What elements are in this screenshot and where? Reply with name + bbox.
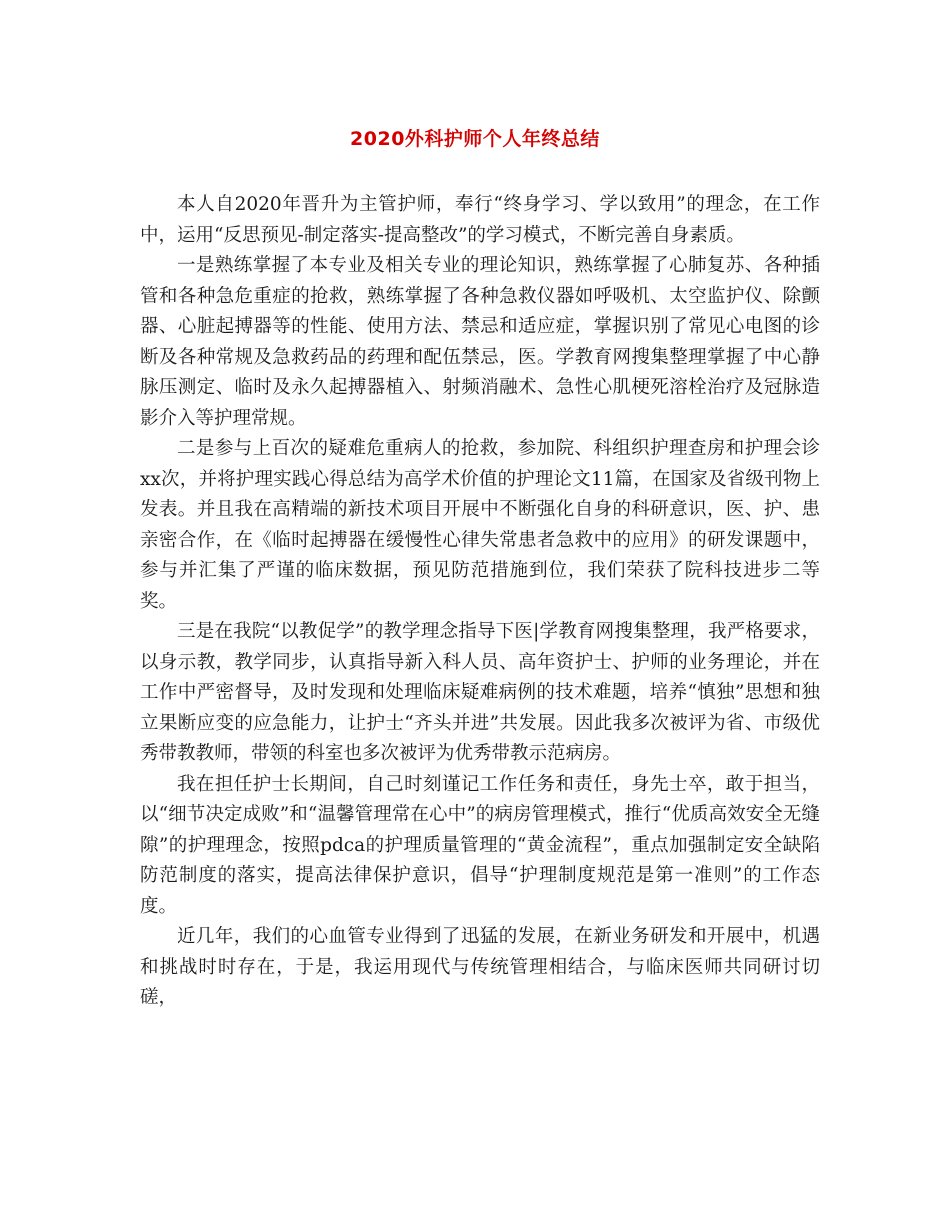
document-body [140, 190, 820, 1014]
paragraph: 我在担任护士长期间，自己时刻谨记工作任务和责任，身先士卒，敢于担当，以“细节决定成败”和“温馨管理常在心中”的病房管理模式，推行“优质高效安全无缝隙”的护理理念，按照pdca的护理质量管理的“黄金流程”，重点加强制定安全缺陷防范制度的落实，提高法律保护意识，倡导“护理制度规范是第一准则”的工作态度。 [140, 773, 820, 917]
document-title: 2020外科护师个人年终总结 [350, 128, 600, 150]
paragraph: 一是熟练掌握了本专业及相关专业的理论知识，熟练掌握了心肺复苏、各种插管和各种急危重症的抢救，熟练掌握了各种急救仪器如呼吸机、太空监护仪、除颤器、心脏起搏器等的性能、使用方法、禁忌和适应症，掌握识别了常见心电图的诊断及各种常规及急救药品的药理和配伍禁忌，医。学教育网搜集整理掌握了中心静脉压测定、临时及永久起搏器植入、射频消融术、急性心肌梗死溶栓治疗及冠脉造影介入等护理常规。 [140, 255, 820, 429]
paragraph: 近几年，我们的心血管专业得到了迅猛的发展，在新业务研发和开展中，机遇和挑战时时存在，于是，我运用现代与传统管理相结合，与临床医师共同研讨切磋， [140, 926, 820, 1008]
paragraph: 二是参与上百次的疑难危重病人的抢救，参加院、科组织护理查房和护理会诊xx次，并将护理实践心得总结为高学术价值的护理论文11篇，在国家及省级刊物上发表。并且我在高精端的新技术项目开展中不断强化自身的科研意识，医、护、患亲密合作，在《临时起搏器在缓慢性心律失常患者急救中的应用》的研发课题中，参与并汇集了严谨的临床数据，预见防范措施到位，我们荣获了院科技进步二等奖。 [140, 438, 820, 612]
paragraph: 本人自2020年晋升为主管护师，奉行“终身学习、学以致用”的理念，在工作中，运用“反思预见-制定落实-提高整改”的学习模式，不断完善自身素质。 [140, 194, 820, 246]
paragraph: 三是在我院“以教促学”的教学理念指导下医|学教育网搜集整理，我严格要求，以身示教，教学同步，认真指导新入科人员、高年资护士、护师的业务理论，并在工作中严密督导，及时发现和处理临床疑难病例的技术难题，培养“慎独”思想和独立果断应变的应急能力，让护士“齐头并进”共发展。因此我多次被评为省、市级优秀带教教师，带领的科室也多次被评为优秀带教示范病房。 [140, 621, 820, 764]
